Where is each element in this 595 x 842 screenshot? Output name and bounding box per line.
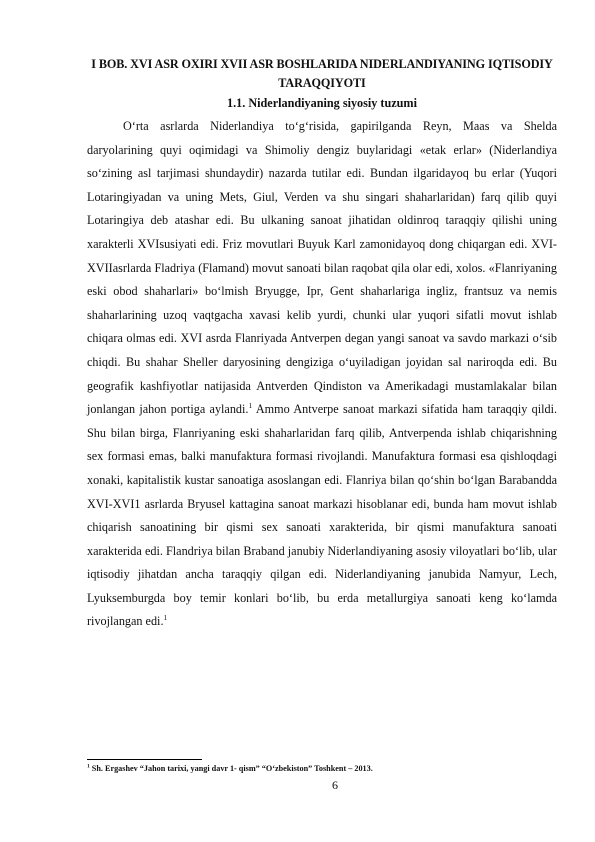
paragraph-text-part-2: Ammo Antverpe sanoat markazi sifatida ham taraqqiy qildi. Shu bilan birga, Flanriyaning eski shaharlaridan farq qilib, Antverpenda ishlab chiqarishning sex formasi emas, balki manufaktura formasi rivojlandi. Manufaktura formasi esa qishloqdagi xonaki, kapitalistik kustar sanoatiga asoslangan edi. Flanriya bilan qo‘shin bo‘lgan Barabandda XVI-XVI1 asrlarda Bryusel kattagina sanoat markazi hisoblanar edi, bunda ham movut ishlab chiqarish sanoatining bir qismi sex sanoati xarakterida, bir qismi manufaktura sanoati xarakterida edi. Flandriya bilan Braband janubiy Niderlandiyaning asosiy viloyatlari bo‘lib, ular iqtisodiy jihatdan ancha taraqqiy qilgan edi. Niderlandiyaning janubida Namyur, Lech, Lyuksemburgda boy temir konlari bo‘lib, bu erda metallurgiya sanoati keng ko‘lamda rivojlangan edi. <box>87 402 557 629</box>
section-title: 1.1. Niderlandiyaning siyosiy tuzumi <box>227 96 417 110</box>
footnote-separator <box>87 759 202 760</box>
footnote <box>87 763 557 774</box>
chapter-title: I BOB. XVI ASR OXIRI XVII ASR BOSHLARIDA NIDERLANDIYANING IQTISODIY TARAQQIYOTI <box>91 57 553 90</box>
page-content <box>87 55 557 634</box>
footnote-reference[interactable]: 1 <box>248 401 253 411</box>
body-paragraph <box>87 115 557 634</box>
footnote-text: Sh. Ergashev “Jahon tarixi, yangi davr 1- qism” “O‘zbekiston” Toshkent – 2013. <box>89 764 373 773</box>
footnote-mark: 1 <box>87 763 90 770</box>
footnote-reference[interactable]: 1 <box>163 613 168 623</box>
page-number: 6 <box>332 778 338 792</box>
paragraph-text-part-1: O‘rta asrlarda Niderlandiya to‘g‘risida, gapirilganda Reyn, Maas va Shelda daryolarining quyi oqimidagi va Shimoliy dengiz buylaridagi «etak erlar» (Niderlandiya so‘zining asl tarjimasi shundaydir) nazarda tutilar edi. Bundan ilgaridayoq bu erlar (Yuqori Lotaringiyadan va uning Mets, Giul, Verden va shu singari shaharlaridan) farq qilib quyi Lotaringiya deb atashar edi. Bu ulkaning sanoat jihatidan oldinroq taraqqiy qilishi uning xarakterli XVIsusiyati edi. Friz movutlari Buyuk Karl zamonidayoq dong chiqargan edi. XVI-XVIIasrlarda Fladriya (Flamand) movut sanoati bilan raqobat qila olar edi, xolos. «Flanriyaning eski obod shaharlari» bo‘lmish Bryugge, Ipr, Gent shaharlariga ingliz, frantsuz va nemis shaharlarining uzoq vaqtgacha xavasi kelib yurdi, chunki ular yuqori sifatli movut ishlab chiqara olmas edi. XVI asrda Flanriyada Antverpen degan yangi sanoat va savdo markazi o‘sib chiqdi. Bu shahar Sheller daryosining dengiziga o‘uyiladigan joyidan sal nariroqda edi. Bu geografik kashfiyotlar natijasida Antverden Qindiston va Amerikadagi mustamlakalar bilan jonlangan jahon portiga aylandi. <box>87 119 557 417</box>
